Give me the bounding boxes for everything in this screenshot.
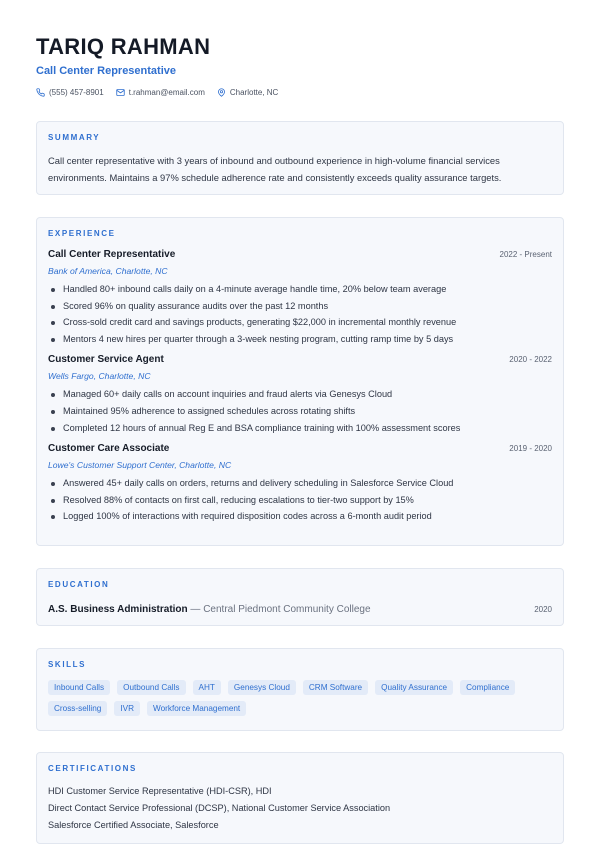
job-bullets <box>48 475 552 525</box>
certification-item: Direct Contact Service Professional (DCSP), National Customer Service Association <box>48 803 391 813</box>
certifications-section <box>36 752 564 844</box>
mail-icon <box>116 88 125 97</box>
job-title: Customer Service Agent <box>48 354 164 366</box>
section-heading: EXPERIENCE <box>48 229 116 238</box>
email-text[interactable]: t.rahman@email.com <box>128 88 205 97</box>
certifications-list <box>48 783 552 834</box>
certification-item: Salesforce Certified Associate, Salesforce <box>48 820 219 830</box>
phone-icon <box>36 88 45 97</box>
section-heading: SUMMARY <box>48 133 101 142</box>
education-year: 2020 <box>534 605 552 614</box>
job-title: Call Center Representative <box>48 249 176 260</box>
degree: A.S. Business Administration <box>48 604 188 615</box>
skills-section <box>36 648 564 731</box>
bullet-item: Maintained 95% adherence to assigned schedules across rotating shifts <box>48 403 552 420</box>
skill-chip: Inbound Calls <box>48 680 110 695</box>
job-company: Lowe's Customer Support Center, Charlotte, NC <box>48 460 232 471</box>
skill-chip: Outbound Calls <box>117 680 185 695</box>
bullet-item: Resolved 88% of contacts on first call, reducing escalations to tier-two support by 15% <box>48 492 552 509</box>
job-entry <box>48 248 552 347</box>
skills-list <box>48 680 528 716</box>
bullet-item: Managed 60+ daily calls on account inquiries and fraud alerts via Genesys Cloud <box>48 386 552 403</box>
section-heading: CERTIFICATIONS <box>48 764 137 773</box>
map-pin-icon <box>217 88 226 97</box>
job-date: 2019 - 2020 <box>509 444 552 454</box>
experience-section <box>36 217 564 546</box>
contact-bar <box>36 88 564 97</box>
bullet-item: Handled 80+ inbound calls daily on a 4-minute average handle time, 20% below team average <box>48 281 552 298</box>
skill-chip: Cross-selling <box>48 701 107 716</box>
job-entry <box>48 353 552 436</box>
job-title: Customer Care Associate <box>48 443 170 455</box>
bullet-item: Scored 96% on quality assurance audits over the past 12 months <box>48 298 552 315</box>
bullet-item: Mentors 4 new hires per quarter through a 3-week nesting program, cutting ramp time by 5 days <box>48 331 552 348</box>
section-heading: EDUCATION <box>48 580 110 589</box>
summary-text: Call center representative with 3 years of inbound and outbound experience in high-volume financial services environments. Maintains a 97% schedule adherence rate and consistently exceeds quality assurance targets. <box>48 155 502 183</box>
job-entry <box>48 442 552 525</box>
bullet-item: Cross-sold credit card and savings products, generating $22,000 in incremental monthly revenue <box>48 314 552 331</box>
contact-location <box>217 88 278 97</box>
phone-text: (555) 457-8901 <box>49 88 104 97</box>
job-date: 2020 - 2022 <box>509 355 552 365</box>
bullet-item: Completed 12 hours of annual Reg E and BSA compliance training with 100% assessment scores <box>48 420 552 437</box>
bullet-item: Answered 45+ daily calls on orders, returns and delivery scheduling in Salesforce Service Cloud <box>48 475 552 492</box>
job-date: 2022 - Present <box>499 250 552 259</box>
contact-phone <box>36 88 104 97</box>
summary-section <box>36 121 564 195</box>
skill-chip: CRM Software <box>303 680 368 695</box>
section-heading: SKILLS <box>48 660 87 669</box>
bullet-item: Logged 100% of interactions with required disposition codes across a 6-month audit period <box>48 508 552 525</box>
candidate-title: Call Center Representative <box>36 65 176 77</box>
school: — Central Piedmont Community College <box>187 604 371 615</box>
job-bullets <box>48 281 552 347</box>
resume-header <box>36 34 564 97</box>
job-company: Wells Fargo, Charlotte, NC <box>48 371 151 382</box>
certification-item: HDI Customer Service Representative (HDI-CSR), HDI <box>48 786 272 796</box>
job-bullets <box>48 386 552 436</box>
location-text: Charlotte, NC <box>229 88 279 97</box>
education-section <box>36 568 564 626</box>
job-company: Bank of America, Charlotte, NC <box>48 266 168 276</box>
skill-chip: Workforce Management <box>147 701 246 716</box>
skill-chip: Compliance <box>460 680 515 695</box>
education-entry <box>48 599 552 617</box>
skill-chip: IVR <box>114 701 140 716</box>
skill-chip: Quality Assurance <box>375 680 453 695</box>
skill-chip: Genesys Cloud <box>228 680 296 695</box>
skill-chip: AHT <box>193 680 221 695</box>
contact-email <box>116 88 205 97</box>
candidate-name: TARIQ RAHMAN <box>36 34 211 59</box>
